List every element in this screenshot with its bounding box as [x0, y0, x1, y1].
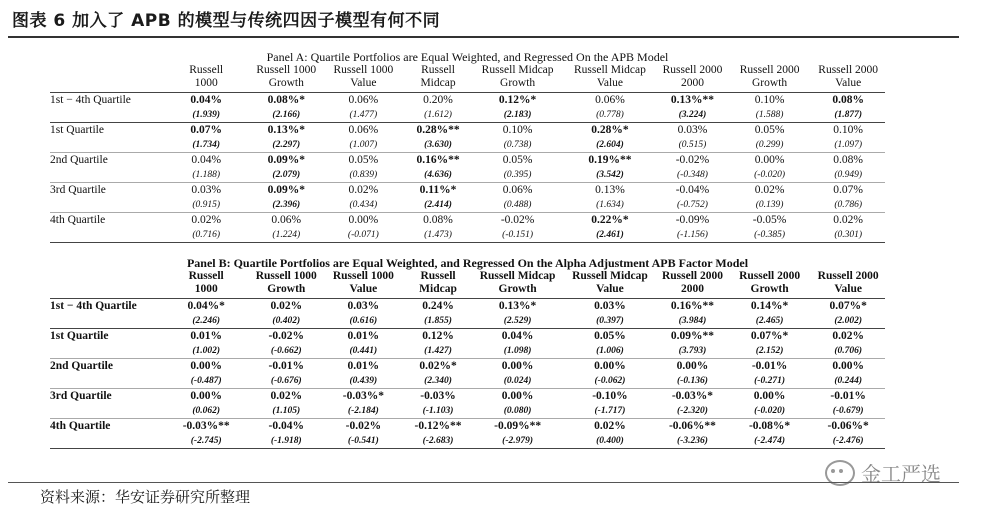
coefficient-cell: 0.06% — [595, 94, 625, 106]
coefficient-cell: 0.04% — [501, 330, 534, 342]
coefficient-cell: 0.03% — [347, 300, 380, 312]
tstat-cell: (1.634) — [596, 199, 624, 210]
coefficient-cell: 0.08% — [832, 94, 864, 106]
tstat-cell: (-0.676) — [270, 375, 302, 386]
table-row-group — [50, 153, 885, 183]
column-header — [249, 270, 323, 296]
column-header — [404, 270, 473, 296]
panel-a-header — [50, 64, 885, 93]
column-header — [472, 270, 562, 296]
column-header-line: Russell 2000 — [661, 270, 723, 282]
tstat-cell: (1.007) — [349, 139, 378, 150]
coefficient-cell: -0.10% — [592, 390, 628, 402]
column-header-line: 2000 — [680, 283, 704, 295]
table-row — [50, 389, 885, 404]
row-label: 4th Quartile — [50, 420, 111, 432]
coefficient-cell: 0.05% — [594, 330, 626, 342]
tstat-row — [50, 344, 885, 359]
coefficient-cell: 0.06% — [271, 214, 302, 226]
tstat-cell: (-0.752) — [677, 199, 708, 210]
panel-b-body — [50, 299, 885, 449]
row-label: 3rd Quartile — [50, 390, 112, 402]
tstat-cell: (0.397) — [596, 315, 624, 326]
coefficient-cell: 0.06% — [502, 184, 533, 196]
tstat-cell: (2.246) — [192, 315, 221, 326]
table-row — [50, 359, 885, 374]
column-header-line: Russell — [188, 270, 224, 282]
tstat-cell: (0.515) — [678, 139, 707, 150]
column-header-line: Russell 2000 — [739, 64, 800, 76]
coefficient-cell: 0.07% — [833, 184, 864, 196]
tstat-cell: (1.098) — [503, 345, 532, 356]
table-row-group — [50, 419, 885, 449]
coefficient-cell: 0.08% — [423, 214, 453, 226]
tstat-cell: (0.402) — [272, 315, 301, 326]
column-header-line: Growth — [750, 283, 789, 295]
tstat-cell: (-2.184) — [347, 405, 379, 416]
coefficient-cell: 0.16%** — [670, 300, 715, 312]
table-row-group — [50, 213, 885, 243]
tstat-cell: (0.434) — [349, 199, 378, 210]
tstat-cell: (-2.320) — [677, 405, 708, 416]
coefficient-cell: 0.12%* — [498, 94, 537, 106]
tstat-cell: (2.152) — [755, 345, 784, 356]
tstat-cell: (-0.151) — [502, 229, 534, 240]
tstat-cell: (0.395) — [503, 169, 532, 180]
tstat-cell: (-0.662) — [270, 345, 302, 356]
coefficient-cell: -0.02% — [500, 214, 535, 226]
tstat-row — [50, 108, 885, 123]
coefficient-cell: -0.09% — [675, 214, 710, 226]
row-label: 2nd Quartile — [50, 360, 113, 372]
tstat-cell: (1.427) — [424, 345, 452, 356]
coefficient-cell: -0.04% — [675, 184, 710, 196]
column-header — [163, 64, 249, 90]
tstat-cell: (0.441) — [349, 345, 378, 356]
header-label-cell — [50, 64, 163, 90]
coefficient-cell: 0.05% — [502, 154, 533, 166]
column-header — [728, 64, 812, 90]
coefficient-cell: 0.02% — [348, 184, 379, 196]
coefficient-cell: 0.20% — [423, 94, 453, 106]
column-header-line: 2000 — [680, 77, 704, 89]
tstat-cell: (-2.474) — [754, 435, 786, 446]
coefficient-cell: 0.19%** — [588, 154, 632, 166]
tstat-cell: (1.473) — [424, 229, 452, 240]
tstat-cell: (-0.020) — [754, 169, 786, 180]
coefficient-cell: 0.02% — [754, 184, 785, 196]
tstat-cell: (0.949) — [834, 169, 863, 180]
tstat-cell: (0.616) — [349, 315, 378, 326]
tstat-cell: (-0.062) — [594, 375, 626, 386]
coefficient-cell: 0.12% — [422, 330, 454, 342]
coefficient-cell: 0.03% — [594, 300, 626, 312]
column-header-line: Russell Midcap — [481, 64, 554, 76]
coefficient-cell: -0.05% — [752, 214, 787, 226]
coefficient-cell: 0.00% — [348, 214, 379, 226]
tstat-cell: (1.224) — [272, 229, 301, 240]
row-label: 1st Quartile — [50, 124, 104, 136]
tstat-label-cell — [50, 404, 163, 419]
tstat-cell: (0.024) — [503, 375, 532, 386]
tstat-cell: (1.877) — [834, 109, 863, 120]
tstat-cell: (2.461) — [596, 229, 624, 240]
coefficient-cell: 0.28%* — [591, 124, 629, 136]
tstat-cell: (-1.156) — [677, 229, 708, 240]
coefficient-cell: 0.00% — [594, 360, 626, 372]
coefficient-cell: 0.01% — [190, 330, 222, 342]
column-header-line: 1000 — [194, 283, 218, 295]
coefficient-cell: 0.01% — [347, 330, 380, 342]
coefficient-cell: 0.00% — [753, 390, 786, 402]
column-header — [657, 270, 728, 296]
coefficient-cell: 0.02%* — [419, 360, 457, 372]
coefficient-cell: 0.06% — [348, 94, 379, 106]
coefficient-cell: 0.22%* — [591, 214, 629, 226]
tstat-label-cell — [50, 314, 163, 329]
tstat-cell: (-0.271) — [754, 375, 786, 386]
tstat-cell: (1.588) — [755, 109, 784, 120]
tstat-label-cell — [50, 228, 163, 243]
tstat-label-cell — [50, 344, 163, 359]
tstat-label-cell — [50, 434, 163, 449]
panel-a — [50, 50, 885, 243]
column-header-line: Growth — [267, 283, 306, 295]
coefficient-cell: 0.16%** — [416, 154, 460, 166]
coefficient-cell: -0.12%** — [414, 420, 462, 432]
coefficient-cell: -0.03%** — [182, 420, 230, 432]
column-header — [249, 64, 323, 90]
coefficient-cell: 0.13%** — [670, 94, 715, 106]
coefficient-cell: -0.01% — [268, 360, 304, 372]
coefficient-cell: -0.01% — [830, 390, 866, 402]
coefficient-cell: -0.03% — [420, 390, 456, 402]
coefficient-cell: 0.09%** — [670, 330, 715, 342]
tstat-cell: (0.706) — [834, 345, 863, 356]
tstat-cell: (3.630) — [424, 139, 452, 150]
column-header-line: Value — [596, 283, 624, 295]
column-header-line: Russell 1000 — [256, 64, 317, 76]
tstat-cell: (-0.487) — [190, 375, 222, 386]
column-header — [163, 270, 249, 296]
tstat-cell: (1.734) — [192, 139, 221, 150]
coefficient-cell: 0.07%* — [829, 300, 867, 312]
coefficient-cell: -0.02% — [268, 330, 304, 342]
column-header-line: Russell 2000 — [817, 270, 879, 282]
row-label: 1st − 4th Quartile — [50, 94, 131, 106]
coefficient-cell: 0.07% — [190, 124, 222, 136]
tstat-cell: (0.839) — [349, 169, 378, 180]
coefficient-cell: 0.04% — [191, 154, 222, 166]
table-row-group — [50, 359, 885, 389]
table-row — [50, 153, 885, 168]
column-header — [811, 270, 885, 296]
tstat-cell: (-2.979) — [502, 435, 534, 446]
tstat-cell: (-1.717) — [594, 405, 626, 416]
tstat-row — [50, 404, 885, 419]
tstat-label-cell — [50, 168, 163, 183]
tstat-row — [50, 434, 885, 449]
tstat-cell: (1.006) — [596, 345, 624, 356]
coefficient-cell: 0.03% — [677, 124, 708, 136]
coefficient-cell: -0.02% — [675, 154, 710, 166]
coefficient-cell: 0.00% — [190, 360, 222, 372]
column-header — [323, 270, 404, 296]
figure-title: 图表 6 加入了 APB 的模型与传统四因子模型有何不同 — [12, 11, 441, 31]
tstat-cell: (0.139) — [755, 199, 784, 210]
column-header-line: Growth — [268, 77, 304, 89]
tstat-cell: (2.396) — [272, 199, 301, 210]
tstat-cell: (2.166) — [272, 109, 301, 120]
tstat-cell: (-0.136) — [677, 375, 708, 386]
column-header-line: Midcap — [419, 283, 457, 295]
coefficient-cell: 0.02% — [270, 300, 303, 312]
column-header-line: Russell 1000 — [255, 270, 317, 282]
tstat-cell: (0.738) — [503, 139, 532, 150]
table-row-group — [50, 183, 885, 213]
tstat-row — [50, 228, 885, 243]
tstat-cell: (2.604) — [596, 139, 624, 150]
tstat-cell: (0.439) — [349, 375, 378, 386]
tstat-cell: (2.340) — [424, 375, 452, 386]
coefficient-cell: 0.02% — [832, 330, 864, 342]
table-row — [50, 299, 885, 314]
tstat-cell: (2.414) — [424, 199, 452, 210]
coefficient-cell: 0.05% — [348, 154, 379, 166]
tstat-cell: (1.097) — [834, 139, 863, 150]
source-note: 资料来源：华安证券研究所整理 — [40, 488, 251, 506]
coefficient-cell: 0.01% — [347, 360, 380, 372]
title-rule — [8, 36, 959, 38]
tstat-cell: (0.716) — [192, 229, 221, 240]
panel-b-title: Panel B: Quartile Portfolios are Equal Weighted, and Regressed On the Alpha Adjustment APB Factor Model — [186, 256, 749, 270]
coefficient-cell: 0.24% — [422, 300, 454, 312]
column-header-line: Russell Midcap — [572, 270, 648, 282]
coefficient-cell: 0.10% — [754, 94, 785, 106]
coefficient-cell: 0.02% — [191, 214, 222, 226]
tstat-row — [50, 314, 885, 329]
coefficient-cell: 0.06% — [348, 124, 379, 136]
tstat-cell: (3.984) — [678, 315, 707, 326]
column-header-line: Russell 1000 — [333, 64, 394, 76]
row-label: 1st Quartile — [50, 330, 109, 342]
column-header — [323, 64, 404, 90]
coefficient-cell: 0.04% — [190, 94, 222, 106]
tstat-cell: (2.465) — [755, 315, 784, 326]
tstat-row — [50, 168, 885, 183]
tstat-cell: (1.105) — [272, 405, 301, 416]
tstat-cell: (0.062) — [192, 405, 221, 416]
column-header — [563, 270, 657, 296]
coefficient-cell: 0.08%* — [267, 94, 305, 106]
tstat-cell: (-1.103) — [422, 405, 454, 416]
tstat-cell: (0.488) — [503, 199, 532, 210]
tstat-row — [50, 198, 885, 213]
tstat-cell: (2.183) — [503, 109, 532, 120]
column-header-line: Value — [350, 77, 377, 89]
tstat-cell: (0.301) — [834, 229, 863, 240]
tstat-cell: (-2.683) — [422, 435, 454, 446]
coefficient-cell: -0.02% — [345, 420, 382, 432]
panel-a-body — [50, 93, 885, 243]
coefficient-cell: 0.00% — [190, 390, 222, 402]
coefficient-cell: 0.13%* — [267, 124, 305, 136]
tstat-row — [50, 138, 885, 153]
column-header-line: Growth — [498, 283, 537, 295]
row-label: 3rd Quartile — [50, 184, 106, 196]
column-header-line: Russell — [420, 270, 456, 282]
column-header-line: Value — [596, 77, 624, 89]
tstat-cell: (3.542) — [596, 169, 624, 180]
table-row-group — [50, 389, 885, 419]
coefficient-cell: 0.13% — [595, 184, 625, 196]
tstat-cell: (-0.385) — [754, 229, 786, 240]
column-header — [657, 64, 728, 90]
column-header-line: Russell Midcap — [479, 270, 556, 282]
panel-b-header — [50, 270, 885, 299]
coefficient-cell: 0.04%* — [187, 300, 225, 312]
row-label: 4th Quartile — [50, 214, 106, 226]
column-header — [811, 64, 885, 90]
column-header-line: Russell 2000 — [818, 64, 879, 76]
column-header-line: Russell 2000 — [662, 64, 723, 76]
table-row — [50, 123, 885, 138]
tstat-cell: (2.002) — [834, 315, 863, 326]
column-header-line: Growth — [500, 77, 536, 89]
tstat-cell: (2.529) — [503, 315, 532, 326]
row-label: 1st − 4th Quartile — [50, 300, 137, 312]
tstat-cell: (1.939) — [192, 109, 221, 120]
table-row-group — [50, 93, 885, 123]
tstat-cell: (2.079) — [272, 169, 301, 180]
tstat-cell: (0.299) — [755, 139, 784, 150]
column-header-line: Russell — [421, 64, 455, 76]
source-rule — [8, 482, 959, 483]
column-header-line: Growth — [752, 77, 788, 89]
tstat-cell: (-0.071) — [347, 229, 379, 240]
tstat-cell: (0.778) — [596, 109, 624, 120]
coefficient-cell: 0.11%* — [419, 184, 457, 196]
coefficient-cell: 0.02% — [833, 214, 864, 226]
coefficient-cell: 0.00% — [501, 360, 534, 372]
tstat-label-cell — [50, 198, 163, 213]
tstat-cell: (2.297) — [272, 139, 301, 150]
tstat-cell: (1.612) — [424, 109, 452, 120]
coefficient-cell: 0.10% — [502, 124, 533, 136]
column-header-line: Russell Midcap — [574, 64, 646, 76]
table-row — [50, 183, 885, 198]
coefficient-cell: -0.06%** — [668, 420, 716, 432]
coefficient-cell: 0.14%* — [750, 300, 789, 312]
tstat-cell: (0.400) — [596, 435, 624, 446]
tstat-cell: (1.002) — [192, 345, 221, 356]
coefficient-cell: 0.08% — [833, 154, 864, 166]
table-row — [50, 93, 885, 108]
tstat-row — [50, 374, 885, 389]
tstat-cell: (0.244) — [834, 375, 863, 386]
tstat-cell: (-0.348) — [677, 169, 708, 180]
coefficient-cell: 0.02% — [594, 420, 626, 432]
coefficient-cell: 0.09%* — [267, 154, 305, 166]
column-header — [728, 270, 812, 296]
panel-b — [50, 256, 885, 449]
tstat-cell: (1.188) — [192, 169, 221, 180]
table-row — [50, 419, 885, 434]
table-row — [50, 213, 885, 228]
tstat-label-cell — [50, 108, 163, 123]
coefficient-cell: 0.02% — [270, 390, 303, 402]
column-header-line: Midcap — [420, 77, 456, 89]
coefficient-cell: 0.00% — [676, 360, 709, 372]
table-row-group — [50, 329, 885, 359]
coefficient-cell: 0.00% — [501, 390, 534, 402]
tstat-cell: (-1.918) — [270, 435, 302, 446]
column-header — [563, 64, 657, 90]
tstat-cell: (-0.679) — [832, 405, 864, 416]
tstat-cell: (0.786) — [834, 199, 863, 210]
tstat-cell: (-0.020) — [754, 405, 786, 416]
coefficient-cell: 0.07%* — [750, 330, 789, 342]
coefficient-cell: 0.10% — [833, 124, 864, 136]
tstat-cell: (-3.236) — [677, 435, 708, 446]
tstat-cell: (-0.541) — [347, 435, 379, 446]
column-header-line: 1000 — [194, 77, 218, 89]
table-row-group — [50, 123, 885, 153]
coefficient-cell: -0.06%* — [827, 420, 869, 432]
row-label: 2nd Quartile — [50, 154, 108, 166]
column-header-line: Russell 1000 — [332, 270, 394, 282]
table-row — [50, 329, 885, 344]
coefficient-cell: 0.28%** — [416, 124, 460, 136]
coefficient-cell: 0.09%* — [267, 184, 305, 196]
column-header-line: Value — [349, 283, 378, 295]
tstat-cell: (1.855) — [424, 315, 452, 326]
tstat-cell: (3.793) — [678, 345, 707, 356]
coefficient-cell: -0.03%* — [342, 390, 384, 402]
coefficient-cell: -0.03%* — [671, 390, 714, 402]
coefficient-cell: 0.05% — [754, 124, 785, 136]
coefficient-cell: 0.00% — [754, 154, 785, 166]
column-header — [472, 64, 562, 90]
tstat-cell: (-2.745) — [190, 435, 222, 446]
tstat-cell: (-2.476) — [832, 435, 864, 446]
watermark-text: 金工严选 — [861, 462, 941, 486]
tstat-cell: (4.636) — [424, 169, 452, 180]
header-label-cell — [50, 270, 163, 296]
tstat-cell: (1.477) — [349, 109, 378, 120]
tstat-cell: (0.915) — [192, 199, 221, 210]
column-header — [404, 64, 473, 90]
panel-a-title: Panel A: Quartile Portfolios are Equal Weighted, and Regressed On the APB Model — [266, 50, 669, 64]
tstat-cell: (3.224) — [678, 109, 707, 120]
column-header-line: Russell 2000 — [739, 270, 801, 282]
column-header-line: Value — [835, 77, 862, 89]
coefficient-cell: -0.09%** — [494, 420, 542, 432]
coefficient-cell: -0.08%* — [748, 420, 791, 432]
column-header-line: Value — [834, 283, 863, 295]
tstat-label-cell — [50, 374, 163, 389]
coefficient-cell: -0.04% — [268, 420, 304, 432]
coefficient-cell: -0.01% — [751, 360, 788, 372]
coefficient-cell: 0.13%* — [498, 300, 537, 312]
table-row-group — [50, 299, 885, 329]
tstat-label-cell — [50, 138, 163, 153]
coefficient-cell: 0.03% — [191, 184, 222, 196]
coefficient-cell: 0.00% — [832, 360, 864, 372]
tstat-cell: (0.080) — [503, 405, 532, 416]
column-header-line: Russell — [189, 64, 224, 76]
